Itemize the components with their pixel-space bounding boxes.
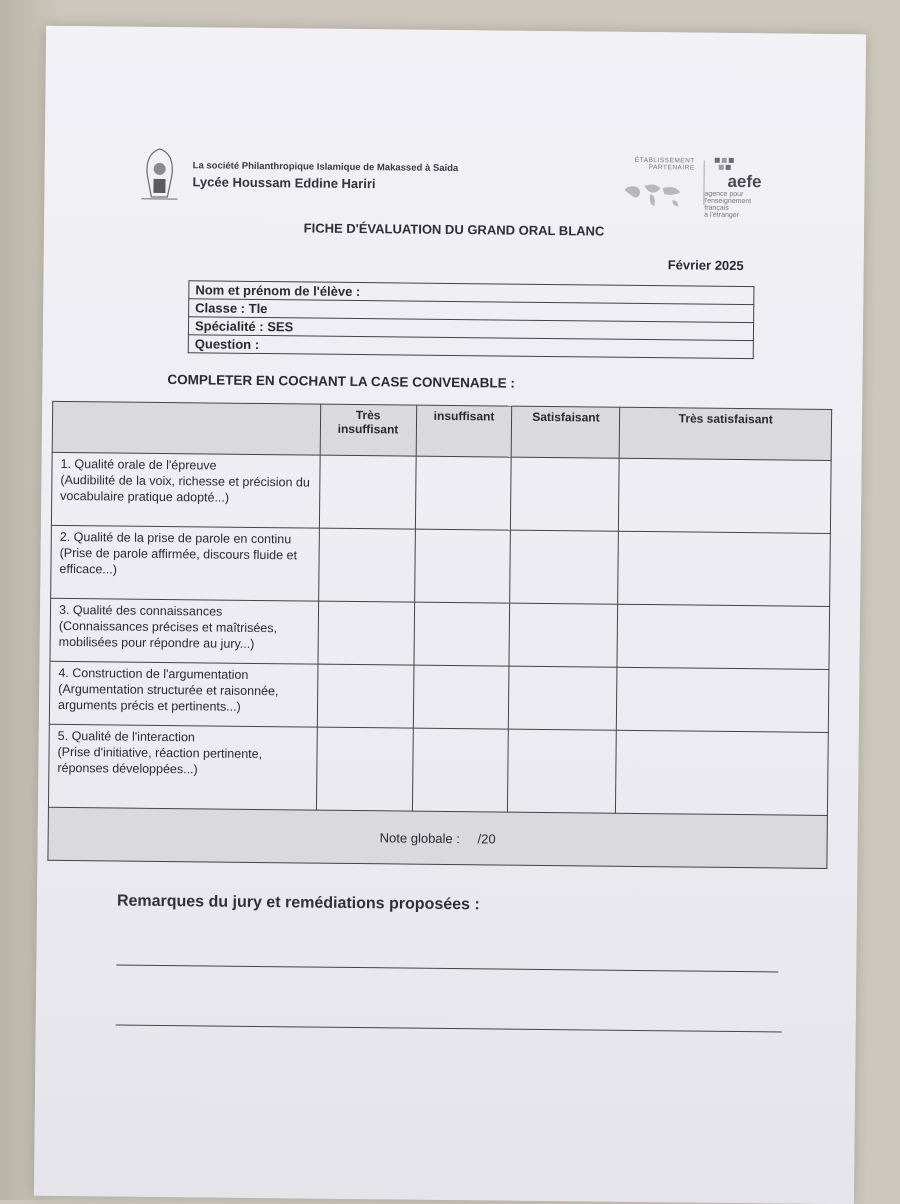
checkbox-cell[interactable] <box>317 664 414 728</box>
checkbox-cell[interactable] <box>509 603 618 667</box>
criterion-label: 4. Construction de l'argumentation (Argumentation structurée et raisonnée, arguments précis et pertinents...) <box>49 661 317 727</box>
checkbox-cell[interactable] <box>511 457 620 531</box>
checkbox-cell[interactable] <box>618 531 830 606</box>
society-name: La société Philanthropique Islamique de Makassed à Saida <box>192 160 459 175</box>
checkbox-cell[interactable] <box>616 730 829 815</box>
criterion-row <box>51 525 831 606</box>
column-header: insuffisant <box>416 405 512 457</box>
evaluation-sheet <box>34 26 866 1204</box>
school-name: Lycée Houssam Eddine Hariri <box>192 174 376 192</box>
grid-corner-cell <box>52 401 320 455</box>
checkbox-cell[interactable] <box>510 530 619 604</box>
criterion-row <box>50 598 830 669</box>
global-score-row <box>48 807 828 868</box>
partner-label: ÉTABLISSEMENT PARTENAIRE <box>634 156 695 172</box>
aefe-subtitle: agence pour l'enseignement français à l'étranger <box>704 190 752 220</box>
evaluation-grid <box>47 401 832 869</box>
global-score-cell[interactable] <box>48 807 828 868</box>
criterion-row <box>49 661 829 732</box>
aefe-logo-text: aefe <box>727 171 762 192</box>
checkbox-cell[interactable] <box>414 529 511 603</box>
checkbox-cell[interactable] <box>319 455 416 529</box>
student-name-field[interactable]: Nom et prénom de l'élève : <box>189 281 754 305</box>
global-score-label: Note globale : <box>379 829 461 846</box>
class-field[interactable]: Classe : Tle <box>189 299 754 323</box>
criterion-label: 2. Qualité de la prise de parole en continu (Prise de parole affirmée, discours fluide et efficace...) <box>51 525 319 601</box>
student-info-table <box>188 280 755 359</box>
document-date: Février 2025 <box>667 257 744 274</box>
checkbox-cell[interactable] <box>617 667 829 732</box>
criterion-label: 1. Qualité orale de l'épreuve (Audibilité de la voix, richesse et précision du vocabulaire pratique adopté...) <box>51 452 319 528</box>
checkbox-cell[interactable] <box>617 604 829 669</box>
remarks-line[interactable] <box>116 965 778 973</box>
checkbox-cell[interactable] <box>509 666 618 730</box>
specialty-field[interactable]: Spécialité : SES <box>188 317 753 341</box>
remarks-heading: Remarques du jury et remédiations proposées : <box>116 892 480 914</box>
checkbox-cell[interactable] <box>508 729 617 813</box>
checkbox-cell[interactable] <box>413 602 510 666</box>
global-score-scale: /20 <box>477 830 496 846</box>
criterion-label: 3. Qualité des connaissances (Connaissances précises et maîtrisées, mobilisées pour répondre au jury...) <box>50 598 318 664</box>
checkbox-cell[interactable] <box>318 601 415 665</box>
checkbox-cell[interactable] <box>412 728 509 812</box>
checkbox-cell[interactable] <box>619 458 831 533</box>
instruction-text: COMPLETER EN COCHANT LA CASE CONVENABLE : <box>167 372 516 391</box>
question-field[interactable]: Question : <box>188 335 753 359</box>
document-title: FICHE D'ÉVALUATION DU GRAND ORAL BLANC <box>303 220 605 239</box>
column-header: Très satisfaisant <box>619 407 831 460</box>
column-header: Satisfaisant <box>512 406 620 458</box>
criterion-row <box>48 724 828 815</box>
school-emblem-icon <box>139 145 180 203</box>
column-header: Très insuffisant <box>320 404 416 456</box>
checkbox-cell[interactable] <box>316 727 413 811</box>
checkbox-cell[interactable] <box>415 456 512 530</box>
criterion-row <box>51 452 831 533</box>
checkbox-cell[interactable] <box>318 528 415 602</box>
remarks-line[interactable] <box>116 1025 782 1033</box>
criterion-label: 5. Qualité de l'interaction (Prise d'initiative, réaction pertinente, réponses développées...) <box>48 724 316 810</box>
world-map-icon <box>620 180 684 211</box>
checkbox-cell[interactable] <box>413 665 510 729</box>
